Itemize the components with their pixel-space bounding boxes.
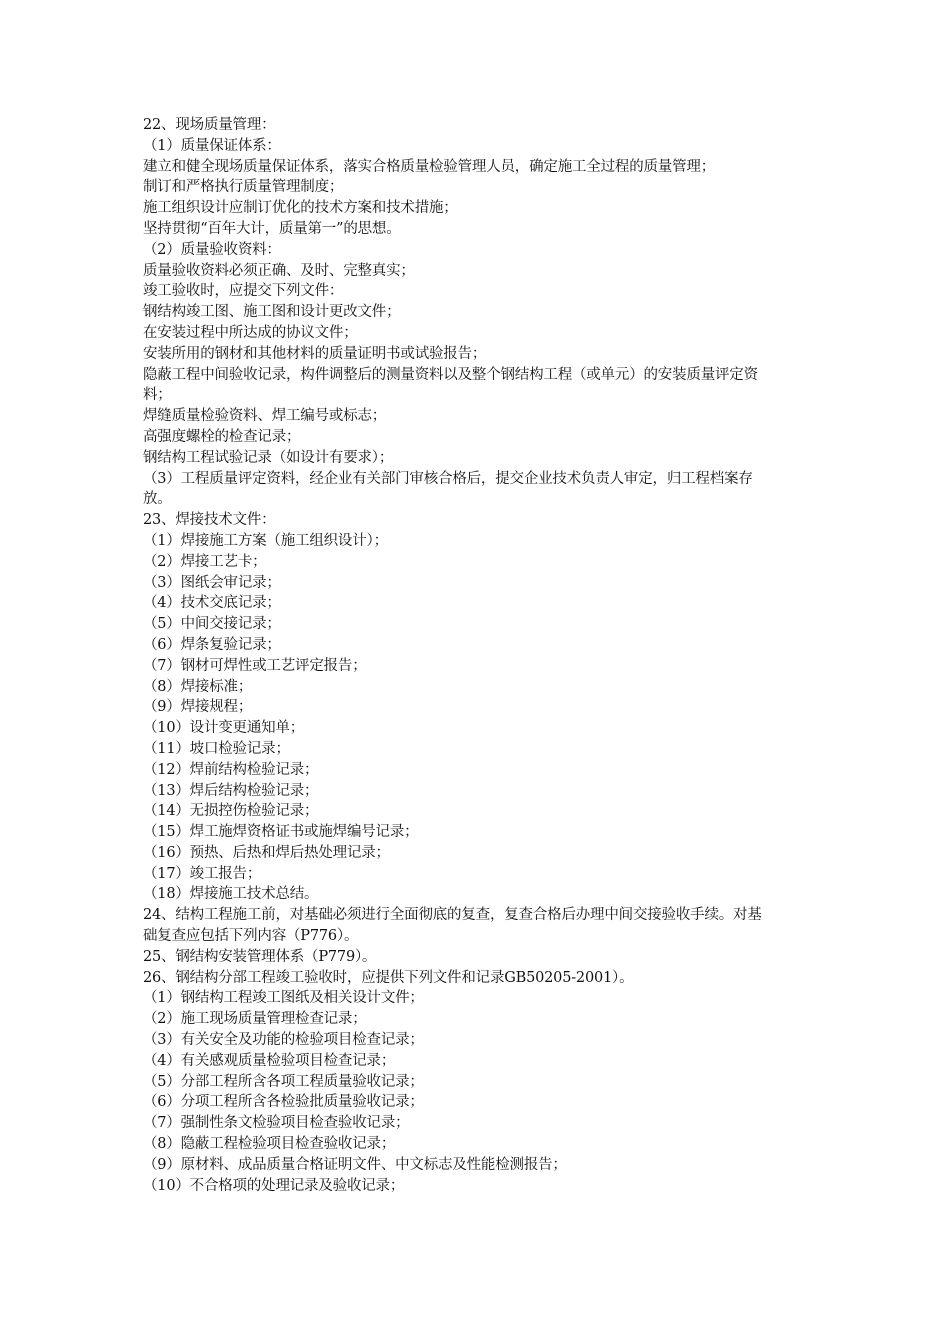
document-body bbox=[143, 115, 768, 1196]
section-22-heading: 22、现场质量管理： bbox=[143, 117, 276, 133]
list-item: （18）焊接施工技术总结。 bbox=[143, 886, 319, 903]
list-item: （2）焊接工艺卡； bbox=[143, 553, 267, 570]
list-item: （4）有关感观质量检验项目检查记录； bbox=[143, 1052, 396, 1069]
list-item: （10）设计变更通知单； bbox=[143, 720, 305, 737]
list-item: （1）焊接施工方案（施工组织设计）； bbox=[143, 532, 388, 549]
list-item: （10）不合格项的处理记录及验收记录； bbox=[143, 1177, 405, 1194]
paragraph: 安装所用的钢材和其他材料的质量证明书或试验报告； bbox=[143, 345, 487, 362]
list-item: （7）强制性条文检验项目检查验收记录； bbox=[143, 1115, 410, 1132]
list-item: （6）焊条复验记录； bbox=[143, 636, 281, 653]
paragraph: 焊缝质量检验资料、焊工编号或标志； bbox=[143, 408, 387, 425]
paragraph: 建立和健全现场质量保证体系，落实合格质量检验管理人员，确定施工全过程的质量管理； bbox=[143, 158, 715, 175]
paragraph: 坚持贯彻“百年大计，质量第一”的思想。 bbox=[143, 220, 401, 237]
paragraph: 钢结构竣工图、施工图和设计更改文件； bbox=[143, 304, 401, 321]
paragraph: 在安装过程中所达成的协议文件； bbox=[143, 324, 358, 341]
list-item: （9）原材料、成品质量合格证明文件、中文标志及性能检测报告； bbox=[143, 1156, 567, 1173]
subsection-heading: （1）质量保证体系： bbox=[143, 137, 281, 154]
list-item: （2）施工现场质量管理检查记录； bbox=[143, 1011, 367, 1028]
list-item: （11）坡口检验记录； bbox=[143, 740, 290, 757]
list-item: （12）焊前结构检验记录； bbox=[143, 761, 319, 778]
list-item: （14）无损控伤检验记录； bbox=[143, 803, 319, 820]
list-item: （4）技术交底记录； bbox=[143, 595, 281, 612]
paragraph: 钢结构工程试验记录（如设计有要求）； bbox=[143, 449, 394, 466]
section-26-paragraph: 26、钢结构分部工程竣工验收时，应提供下列文件和记录GB50205-2001）。 bbox=[143, 969, 634, 986]
list-item: （6）分项工程所含各检验批质量验收记录； bbox=[143, 1094, 424, 1111]
paragraph: 质量验收资料必须正确、及时、完整真实； bbox=[143, 262, 415, 279]
list-item: （16）预热、后热和焊后热处理记录； bbox=[143, 844, 390, 861]
section-24-paragraph: 24、结构工程施工前，对基础必须进行全面彻底的复查，复查合格后办理中间交接验收手续。对基础复查应包括下列内容（P776）。 bbox=[143, 907, 762, 945]
subsection-paragraph: （3）工程质量评定资料，经企业有关部门审核合格后，提交企业技术负责人审定，归工程档案存放。 bbox=[143, 470, 753, 508]
paragraph: 竣工验收时，应提交下列文件： bbox=[143, 283, 344, 300]
list-item: （5）分部工程所含各项工程质量验收记录； bbox=[143, 1073, 424, 1090]
paragraph: 高强度螺栓的检查记录； bbox=[143, 428, 301, 445]
list-item: （1）钢结构工程竣工图纸及相关设计文件； bbox=[143, 990, 424, 1007]
paragraph: 施工组织设计应制订优化的技术方案和技术措施； bbox=[143, 200, 458, 217]
list-item: （15）焊工施焊资格证书或施焊编号记录； bbox=[143, 824, 419, 841]
list-item: （8）隐蔽工程检验项目检查验收记录； bbox=[143, 1136, 396, 1153]
section-23-heading: 23、焊接技术文件： bbox=[143, 512, 276, 529]
list-item: （17）竣工报告； bbox=[143, 865, 262, 882]
section-25-paragraph: 25、钢结构安装管理体系（P779）。 bbox=[143, 948, 377, 965]
list-item: （13）焊后结构检验记录； bbox=[143, 782, 319, 799]
list-item: （7）钢材可焊性或工艺评定报告； bbox=[143, 657, 367, 674]
list-item: （3）有关安全及功能的检验项目检查记录； bbox=[143, 1032, 424, 1049]
list-item: （8）焊接标准； bbox=[143, 678, 253, 695]
paragraph: 制订和严格执行质量管理制度； bbox=[143, 179, 344, 196]
list-item: （5）中间交接记录； bbox=[143, 616, 281, 633]
paragraph: 隐蔽工程中间验收记录，构件调整后的测量资料以及整个钢结构工程（或单元）的安装质量评定资料； bbox=[143, 366, 758, 404]
list-item: （9）焊接规程； bbox=[143, 699, 253, 716]
subsection-heading: （2）质量验收资料： bbox=[143, 241, 281, 258]
list-item: （3）图纸会审记录； bbox=[143, 574, 281, 591]
